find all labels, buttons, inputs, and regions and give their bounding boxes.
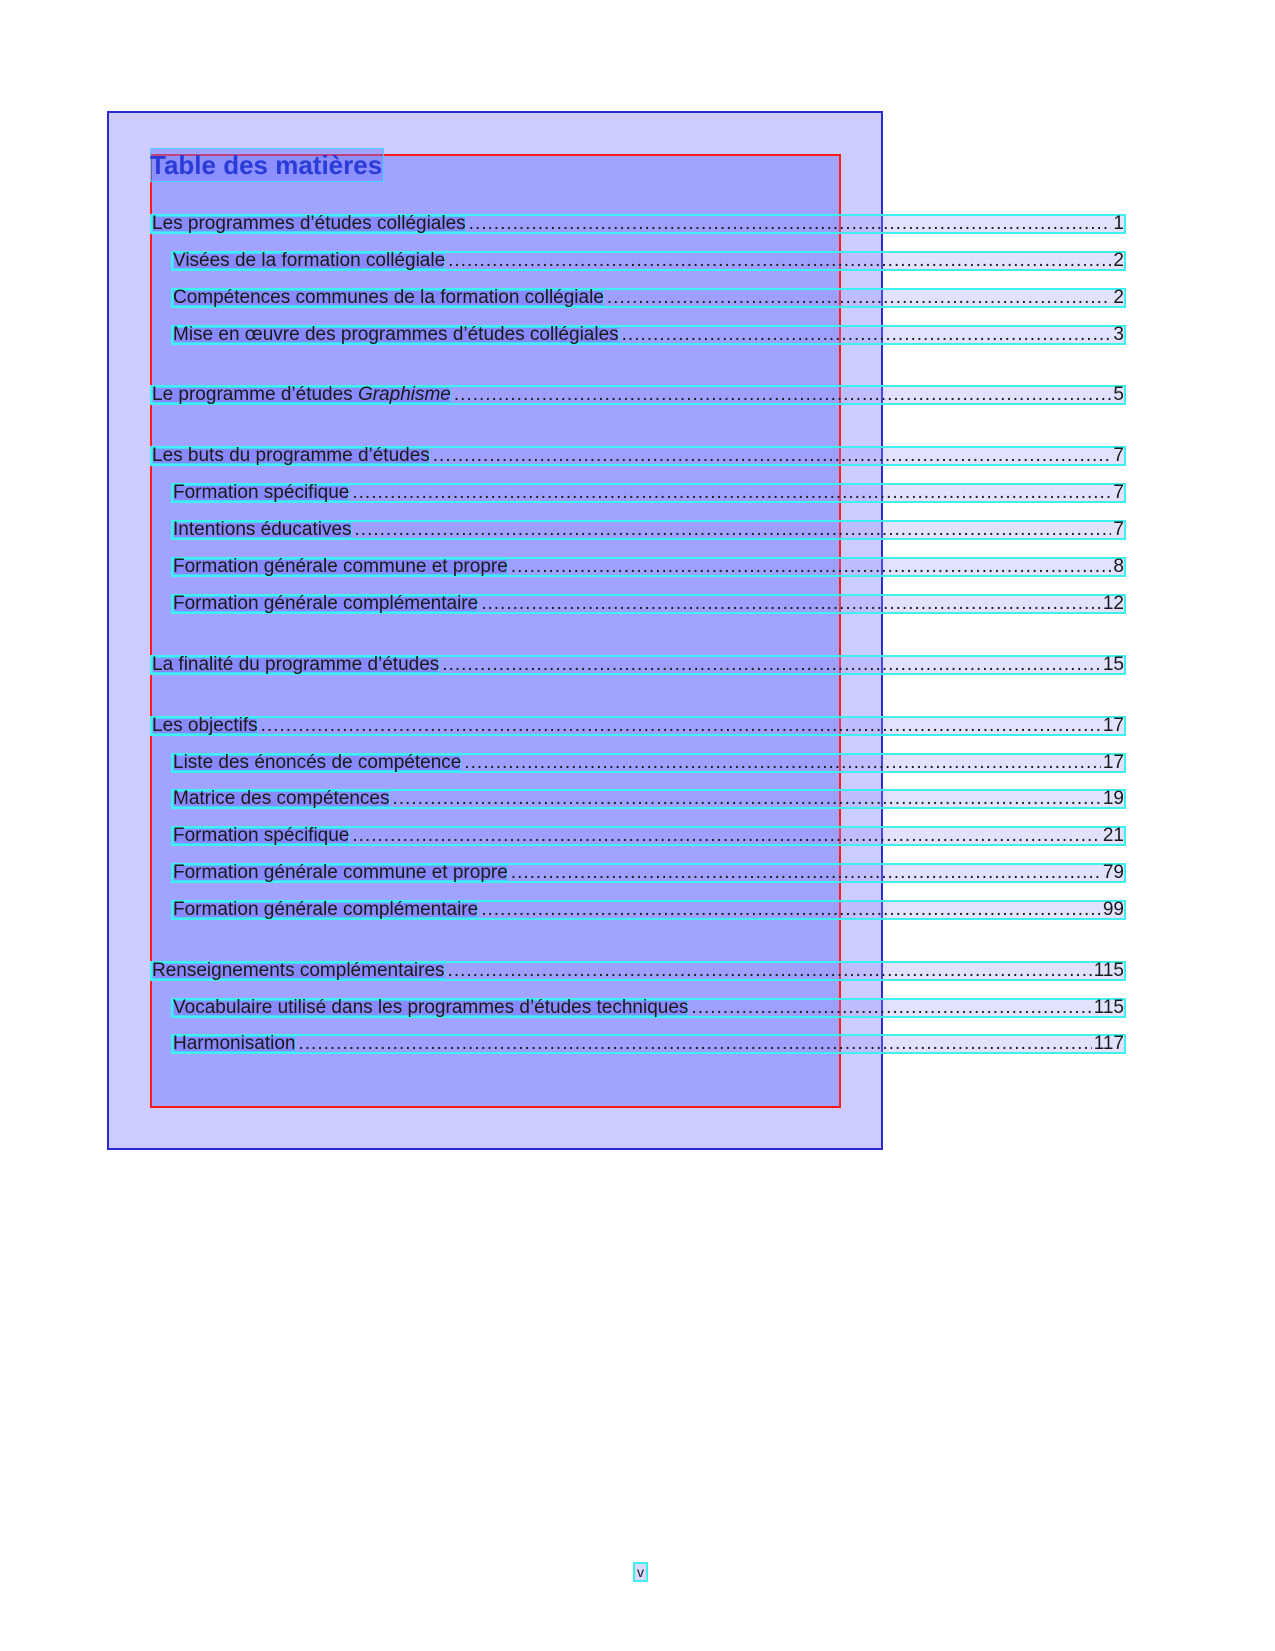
toc-leader-dots: [451, 387, 1112, 403]
toc-entry[interactable]: [150, 446, 1126, 466]
toc-entry-page-number: 3: [1113, 324, 1124, 345]
toc-entry-page-number: 7: [1113, 482, 1124, 503]
toc-leader-dots: [445, 963, 1092, 979]
toc-entry[interactable]: [150, 214, 1126, 234]
toc-entry-page-number: 17: [1102, 715, 1124, 736]
toc-entry[interactable]: [171, 998, 1126, 1018]
toc-entry-title: Formation générale complémentaire: [173, 899, 479, 920]
toc-entry[interactable]: [171, 251, 1126, 271]
toc-entry[interactable]: [171, 1034, 1126, 1054]
toc-entry-title: La finalité du programme d’études: [152, 654, 440, 675]
toc-entry-title: Mise en œuvre des programmes d’études collégiales: [173, 324, 619, 345]
toc-entry-title: Harmonisation: [173, 1033, 296, 1054]
toc-entry-title: Les buts du programme d’études: [152, 445, 430, 466]
toc-leader-dots: [688, 1000, 1091, 1016]
toc-entry-page-number: 2: [1113, 287, 1124, 308]
toc-entry-title: Les objectifs: [152, 715, 258, 736]
toc-entry-title: Le programme d’études Graphisme: [152, 384, 451, 405]
toc-entry-page-number: 115: [1093, 997, 1124, 1018]
toc-leader-dots: [258, 718, 1101, 734]
toc-entry[interactable]: [171, 900, 1126, 920]
toc-entry-page-number: 1: [1113, 213, 1124, 234]
toc-entry-title: Formation générale complémentaire: [173, 593, 479, 614]
toc-leader-dots: [508, 865, 1101, 881]
toc-entry[interactable]: [150, 385, 1126, 405]
toc-leader-dots: [349, 485, 1111, 501]
toc-entry-page-number: 2: [1113, 250, 1124, 271]
toc-entry-title: Formation spécifique: [173, 482, 350, 503]
toc-leader-dots: [604, 290, 1112, 306]
toc-entry-page-number: 15: [1102, 654, 1124, 675]
toc-entry-page-number: 79: [1102, 862, 1124, 883]
toc-entry-page-number: 117: [1093, 1033, 1124, 1054]
toc-entry[interactable]: [171, 753, 1126, 773]
toc-entry[interactable]: [150, 716, 1126, 736]
toc-leader-dots: [296, 1036, 1092, 1052]
toc-entry[interactable]: [171, 557, 1126, 577]
toc-leader-dots: [349, 828, 1100, 844]
toc-entry-title: Formation générale commune et propre: [173, 556, 508, 577]
toc-entry-page-number: 115: [1093, 960, 1124, 981]
toc-leader-dots: [439, 657, 1101, 673]
toc-title: Table des matières: [150, 150, 383, 180]
toc-entry-title: Renseignements complémentaires: [152, 960, 445, 981]
toc-entry[interactable]: [171, 288, 1126, 308]
toc-entry-italic-title: Graphisme: [357, 384, 451, 405]
toc-entry-page-number: 17: [1102, 752, 1124, 773]
toc-entry[interactable]: [171, 325, 1126, 345]
toc-leader-dots: [430, 448, 1112, 464]
toc-entry-page-number: 5: [1113, 384, 1124, 405]
toc-entry-title: Formation générale commune et propre: [173, 862, 508, 883]
toc-entry-page-number: 12: [1102, 593, 1124, 614]
toc-entry-title: Liste des énoncés de compétence: [173, 752, 462, 773]
toc-entry[interactable]: [171, 594, 1126, 614]
toc-leader-dots: [508, 559, 1112, 575]
toc-entry-title: Vocabulaire utilisé dans les programmes d’études techniques: [173, 997, 689, 1018]
toc-entry-title: Les programmes d’études collégiales: [152, 213, 466, 234]
toc-leader-dots: [619, 327, 1112, 343]
toc-leader-dots: [478, 596, 1101, 612]
toc-entry-page-number: 21: [1102, 825, 1124, 846]
toc-entry-title: Matrice des compétences: [173, 788, 390, 809]
toc-entry-title: Compétences communes de la formation collégiale: [173, 287, 604, 308]
toc-entry[interactable]: [150, 961, 1126, 981]
toc-entry-title: Intentions éducatives: [173, 519, 352, 540]
toc-entry-page-number: 7: [1113, 519, 1124, 540]
page-number: v: [633, 1562, 648, 1582]
toc-leader-dots: [466, 216, 1112, 232]
toc-entry[interactable]: [171, 789, 1126, 809]
toc-entry-page-number: 7: [1113, 445, 1124, 466]
toc-leader-dots: [390, 791, 1101, 807]
toc-entry-title: Formation spécifique: [173, 825, 350, 846]
toc-entry[interactable]: [150, 655, 1126, 675]
toc-entry-title: Visées de la formation collégiale: [173, 250, 446, 271]
toc-leader-dots: [352, 522, 1112, 538]
toc-entry-page-number: 8: [1113, 556, 1124, 577]
toc-entry[interactable]: [171, 483, 1126, 503]
toc-leader-dots: [478, 902, 1101, 918]
toc-entry[interactable]: [171, 863, 1126, 883]
toc-entry[interactable]: [171, 826, 1126, 846]
toc-leader-dots: [445, 253, 1111, 269]
toc-entry[interactable]: [171, 520, 1126, 540]
toc-leader-dots: [461, 755, 1101, 771]
toc-entry-page-number: 99: [1102, 899, 1124, 920]
toc-entry-page-number: 19: [1102, 788, 1124, 809]
